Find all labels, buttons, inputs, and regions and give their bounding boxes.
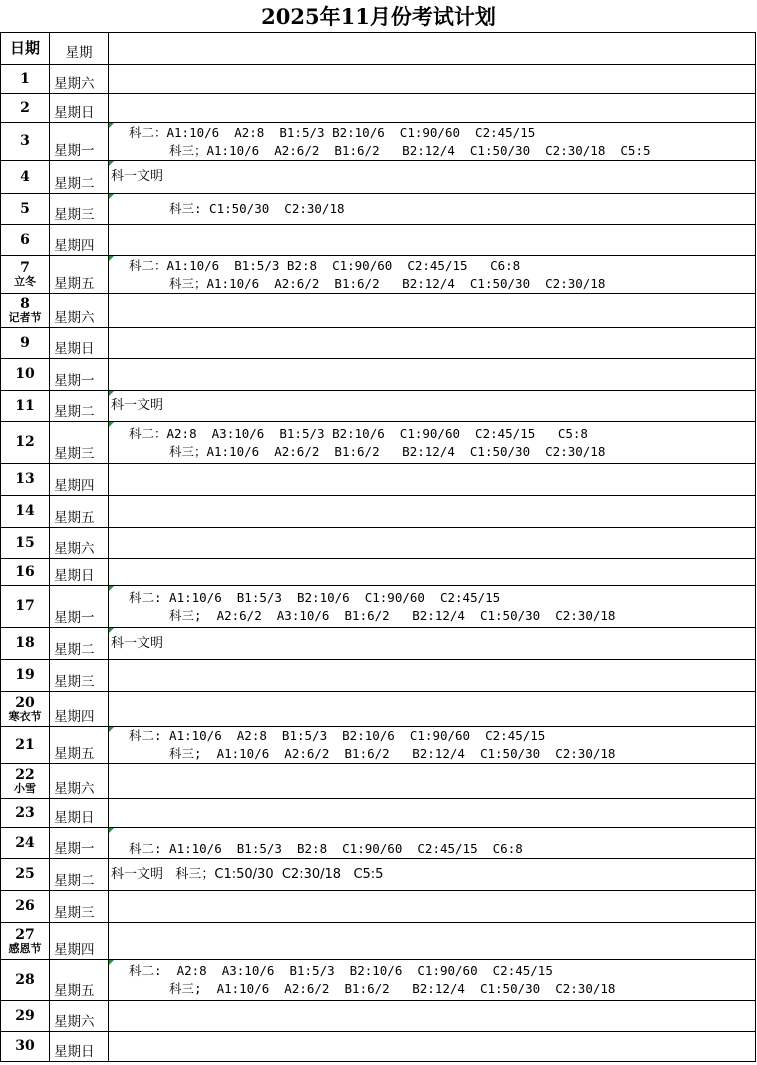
weekday-cell[interactable]: 星期三 (50, 660, 109, 692)
plan-cell[interactable] (109, 123, 756, 161)
date-number: 12 (15, 434, 35, 450)
weekday-cell[interactable]: 星期六 (50, 1001, 109, 1032)
date-number: 19 (15, 667, 35, 683)
date-number: 9 (20, 334, 30, 351)
plan-cell[interactable] (109, 94, 756, 123)
header-date[interactable]: 日期 (1, 33, 50, 65)
comment-marker-icon (109, 194, 114, 199)
date-cell[interactable] (1, 123, 50, 161)
date-cell[interactable] (1, 1001, 50, 1032)
weekday-cell[interactable]: 星期日 (50, 94, 109, 123)
comment-marker-icon (109, 391, 114, 396)
comment-marker-icon (109, 628, 114, 633)
comment-marker-icon (109, 256, 114, 261)
plan-line: 科三；A1:10/6 A2:6/2 B1:6/2 B2:12/4 C1:50/30 C2:30/18 (169, 443, 606, 459)
plan-cell[interactable] (109, 528, 756, 559)
weekday-cell[interactable]: 星期日 (50, 328, 109, 359)
table-row (1, 628, 756, 660)
festival-label: 寒衣节 (8, 709, 42, 723)
date-cell[interactable] (1, 256, 50, 294)
plan-cell[interactable] (109, 464, 756, 496)
table-row (1, 256, 756, 294)
date-number: 20 (15, 694, 35, 711)
comment-marker-icon (109, 161, 114, 166)
date-cell[interactable] (1, 328, 50, 359)
date-cell[interactable] (1, 422, 50, 464)
plan-cell[interactable] (109, 391, 756, 422)
table-row (1, 727, 756, 764)
table-row (1, 464, 756, 496)
date-cell[interactable] (1, 94, 50, 123)
date-number: 28 (15, 971, 35, 988)
plan-line: 科二：A1:10/6 A2:8 B1:5/3 B2:10/6 C1:90/60 C2:45/15 (129, 124, 536, 140)
comment-marker-icon (109, 828, 114, 833)
plan-cell[interactable] (109, 65, 756, 94)
table-row (1, 225, 756, 256)
weekday-cell[interactable]: 星期二 (50, 859, 109, 891)
date-cell[interactable] (1, 528, 50, 559)
table-row (1, 528, 756, 559)
weekday-cell[interactable]: 星期五 (50, 727, 109, 764)
table-row (1, 359, 756, 391)
comment-marker-icon (109, 586, 114, 591)
table-row (1, 586, 756, 628)
plan-cell[interactable] (109, 422, 756, 464)
date-cell[interactable] (1, 586, 50, 628)
plan-cell[interactable] (109, 194, 756, 225)
date-number: 14 (15, 503, 35, 519)
weekday-cell[interactable]: 星期五 (50, 960, 109, 1001)
plan-line: 科一文明 (111, 635, 164, 651)
weekday-cell[interactable]: 星期二 (50, 161, 109, 194)
weekday-cell[interactable]: 星期三 (50, 891, 109, 923)
table-row (1, 859, 756, 891)
date-number: 18 (15, 635, 35, 651)
weekday-cell[interactable]: 星期二 (50, 391, 109, 422)
weekday-cell[interactable]: 星期三 (50, 422, 109, 464)
date-number: 7 (20, 260, 30, 276)
plan-cell[interactable] (109, 628, 756, 660)
weekday-cell[interactable]: 星期日 (50, 799, 109, 828)
plan-cell[interactable] (109, 1001, 756, 1032)
plan-line: 科二：A1:10/6 B1:5/3 B2:8 C1:90/60 C2:45/15 C6:8 (129, 257, 521, 273)
date-cell[interactable] (1, 225, 50, 256)
table-row (1, 960, 756, 1001)
plan-cell[interactable] (109, 692, 756, 727)
date-number: 16 (15, 563, 35, 580)
weekday-cell[interactable]: 星期一 (50, 586, 109, 628)
table-row (1, 559, 756, 586)
weekday-cell[interactable]: 星期六 (50, 65, 109, 94)
weekday-cell[interactable]: 星期日 (50, 559, 109, 586)
plan-line: 科二: A1:10/6 B1:5/3 B2:10/6 C1:90/60 C2:45/15 (129, 589, 501, 605)
table-row (1, 1001, 756, 1032)
plan-cell[interactable] (109, 828, 756, 859)
date-number: 2 (20, 99, 30, 116)
date-number: 4 (20, 168, 30, 185)
date-cell[interactable] (1, 891, 50, 923)
date-number: 24 (15, 834, 35, 851)
date-cell[interactable] (1, 799, 50, 828)
plan-line: 科三; A1:10/6 A2:6/2 B1:6/2 B2:12/4 C1:50/30 C2:30/18 (169, 981, 616, 996)
table-row (1, 294, 756, 328)
table-row (1, 828, 756, 859)
weekday-cell[interactable]: 星期三 (50, 194, 109, 225)
table-row (1, 194, 756, 225)
plan-cell[interactable] (109, 328, 756, 359)
plan-line: 科一文明 科三；C1:50/30 C2:30/18 C5:5 (111, 866, 384, 882)
weekday-cell[interactable]: 星期六 (50, 528, 109, 559)
date-number: 27 (15, 926, 35, 943)
date-number: 23 (15, 804, 35, 821)
plan-line: 科二: A1:10/6 B1:5/3 B2:8 C1:90/60 C2:45/15 C6:8 (129, 841, 523, 856)
date-cell[interactable] (1, 161, 50, 194)
table-header-row (1, 33, 756, 65)
date-number: 22 (15, 766, 35, 783)
weekday-cell[interactable]: 星期四 (50, 225, 109, 256)
table-row (1, 764, 756, 799)
date-cell[interactable] (1, 464, 50, 496)
plan-cell[interactable] (109, 161, 756, 194)
festival-label: 立冬 (14, 275, 36, 288)
weekday-cell[interactable]: 星期四 (50, 692, 109, 727)
table-row (1, 123, 756, 161)
date-cell[interactable] (1, 859, 50, 891)
plan-cell[interactable] (109, 727, 756, 764)
plan-line: 科二: A1:10/6 A2:8 B1:5/3 B2:10/6 C1:90/60 C2:45/15 (129, 728, 546, 743)
festival-label: 小雪 (14, 781, 36, 795)
plan-cell[interactable] (109, 586, 756, 628)
date-number: 17 (15, 598, 35, 614)
date-cell[interactable] (1, 923, 50, 960)
plan-line: 科一文明 (111, 398, 164, 413)
comment-marker-icon (109, 123, 114, 128)
weekday-cell[interactable]: 星期五 (50, 256, 109, 294)
date-number: 13 (15, 471, 35, 487)
date-number: 25 (15, 866, 35, 882)
comment-marker-icon (109, 960, 114, 965)
date-cell[interactable] (1, 628, 50, 660)
table-row (1, 1032, 756, 1062)
exam-schedule-table (0, 32, 756, 1062)
table-row (1, 692, 756, 727)
weekday-cell[interactable]: 星期一 (50, 123, 109, 161)
plan-line: 科三；A1:10/6 A2:6/2 B1:6/2 B2:12/4 C1:50/30 C2:30/18 (169, 275, 606, 291)
plan-line: 科三；A1:10/6 A2:6/2 B1:6/2 B2:12/4 C1:50/30 C2:30/18 C5:5 (169, 142, 651, 158)
date-number: 5 (20, 200, 30, 217)
table-row (1, 660, 756, 692)
plan-line: 科三; A1:10/6 A2:6/2 B1:6/2 B2:12/4 C1:50/30 C2:30/18 (169, 746, 616, 761)
weekday-cell[interactable]: 星期六 (50, 294, 109, 328)
table-row (1, 891, 756, 923)
date-number: 10 (15, 366, 35, 382)
plan-cell[interactable] (109, 891, 756, 923)
date-cell[interactable] (1, 294, 50, 328)
festival-label: 记者节 (8, 311, 42, 324)
comment-marker-icon (109, 422, 114, 427)
date-number: 30 (15, 1038, 35, 1054)
table-row (1, 65, 756, 94)
page-title: 2025年11月份考试计划 (261, 4, 496, 29)
weekday-cell[interactable]: 星期一 (50, 828, 109, 859)
plan-cell[interactable] (109, 294, 756, 328)
plan-cell[interactable] (109, 859, 756, 891)
plan-cell[interactable] (109, 923, 756, 960)
plan-line: 科二: A2:8 A3:10/6 B1:5/3 B2:10/6 C1:90/60 C2:45/15 (129, 963, 553, 978)
plan-cell[interactable] (109, 496, 756, 528)
weekday-cell[interactable]: 星期四 (50, 464, 109, 496)
date-cell[interactable] (1, 65, 50, 94)
date-cell[interactable] (1, 660, 50, 692)
date-number: 1 (20, 70, 30, 87)
plan-cell[interactable] (109, 1032, 756, 1062)
plan-cell[interactable] (109, 559, 756, 586)
festival-label: 感恩节 (8, 941, 42, 955)
table-row (1, 422, 756, 464)
date-number: 6 (20, 231, 30, 248)
date-cell[interactable] (1, 359, 50, 391)
date-cell[interactable] (1, 496, 50, 528)
plan-line: 科二：A2:8 A3:10/6 B1:5/3 B2:10/6 C1:90/60 C2:45/15 C5:8 (129, 425, 588, 441)
plan-cell[interactable] (109, 660, 756, 692)
date-number: 15 (15, 534, 35, 551)
plan-cell[interactable] (109, 960, 756, 1001)
date-cell[interactable] (1, 828, 50, 859)
plan-line: 科三: C1:50/30 C2:30/18 (169, 201, 345, 216)
table-row (1, 161, 756, 194)
date-number: 29 (15, 1007, 35, 1024)
date-cell[interactable] (1, 960, 50, 1001)
date-number: 11 (15, 397, 35, 414)
comment-marker-icon (109, 727, 114, 732)
header-weekday[interactable]: 星期 (50, 33, 109, 65)
weekday-cell[interactable]: 星期二 (50, 628, 109, 660)
plan-cell[interactable] (109, 359, 756, 391)
date-cell[interactable] (1, 194, 50, 225)
date-number: 8 (20, 296, 30, 312)
weekday-cell[interactable]: 星期一 (50, 359, 109, 391)
table-row (1, 391, 756, 422)
table-row (1, 799, 756, 828)
date-cell[interactable] (1, 1032, 50, 1062)
date-number: 21 (15, 736, 35, 753)
date-cell[interactable] (1, 559, 50, 586)
date-cell[interactable] (1, 391, 50, 422)
header-plan[interactable] (109, 33, 756, 65)
weekday-cell[interactable]: 星期四 (50, 923, 109, 960)
table-row (1, 923, 756, 960)
date-cell[interactable] (1, 764, 50, 799)
plan-line: 科一文明 (111, 169, 164, 184)
table-row (1, 496, 756, 528)
weekday-cell[interactable]: 星期五 (50, 496, 109, 528)
plan-cell[interactable] (109, 764, 756, 799)
weekday-cell[interactable]: 星期六 (50, 764, 109, 799)
date-cell[interactable] (1, 727, 50, 764)
plan-cell[interactable] (109, 799, 756, 828)
plan-cell[interactable] (109, 225, 756, 256)
date-cell[interactable] (1, 692, 50, 727)
weekday-cell[interactable]: 星期日 (50, 1032, 109, 1062)
plan-line: 科三; A2:6/2 A3:10/6 B1:6/2 B2:12/4 C1:50/30 C2:30/18 (169, 607, 616, 623)
table-row (1, 328, 756, 359)
table-row (1, 94, 756, 123)
plan-cell[interactable] (109, 256, 756, 294)
date-number: 3 (20, 133, 30, 149)
date-number: 26 (15, 898, 35, 914)
